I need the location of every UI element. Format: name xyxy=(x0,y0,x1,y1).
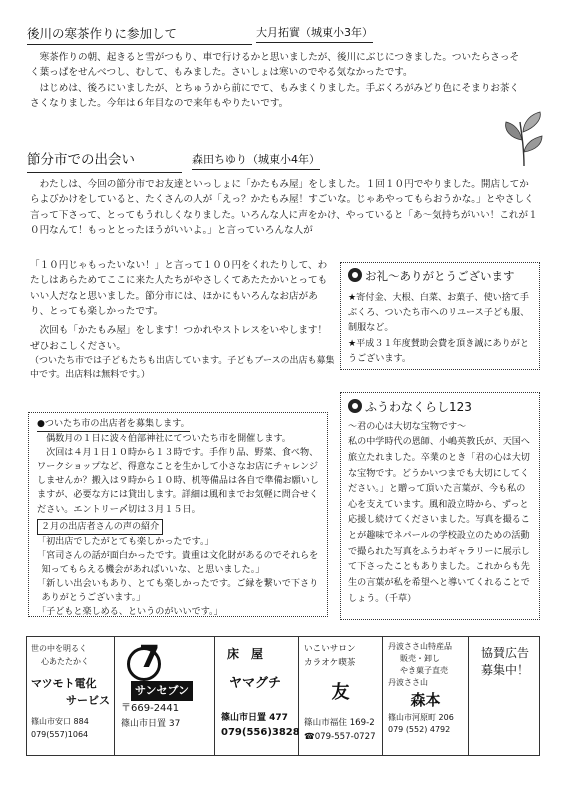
voice-item: 「子どもと楽しめる、というのがいいです。」 xyxy=(37,607,223,618)
notice-body: 次回は４月１日１０時から１３時です。手作り品、野菜、食べ物、ワークショップなど、得意なことを生かして小さなお店にチャレンジしませんか？搬入は９時から１０時、机等備品は各自で準備お願いしますが、必要な方には貸出します。詳細は風和までお気軽に問合せください。エントリー〆切は３月１５日。 xyxy=(37,448,319,515)
fuwa-body: 私の中学時代の恩師、小嶋英教氏が、天国へ旅立たれました。卒業のとき「君の心は大切な宝物です。どうかいつまでも大切にしてください。」と贈って頂いた言葉が、今も私の心を支えています。風和設立時から、ずっと応援し続けてくださいました。写真を撮ることが趣味でネパールの学校設立のための活動で撮られた写真をふうわギャラリーに展示して下さったこともありました。これからも先生の言葉が私を希望へと導いてくれることでしょう。（千草） xyxy=(348,437,530,604)
ad-address: 篠山市日置 37 xyxy=(121,719,181,729)
ad-phone: ☎079-557-0727 xyxy=(304,732,376,743)
article2-author: 森田ちゆり（城東小4年） xyxy=(192,151,320,170)
ad-address: 篠山市河原町 206 xyxy=(388,712,454,722)
ad-name: 友 xyxy=(331,681,350,703)
article2-body-cont xyxy=(30,258,335,383)
notice-box xyxy=(28,412,328,617)
article1-paragraph: はじめは、後ろにいましたが、とちゅうから前にでて、もみまくりました。手ぶくろがみどり色にそまりお茶くさくなりました。今年は６年目なので来年もやりたいです。 xyxy=(30,82,520,110)
fuwa-title-row xyxy=(348,397,532,418)
article2-paragraph: 次回も「かたもみ屋」をします！つかれやストレスをいやします！ぜひおこしください。 xyxy=(30,325,328,352)
ad-name: マツモト電化 xyxy=(31,676,97,690)
thanks-title-row xyxy=(348,267,532,287)
ad-name: 森本 xyxy=(410,691,441,709)
fuwa-subtitle: ～君の心は大切な宝物です～ xyxy=(348,421,467,432)
article2-note: （ついたち市では子どもたちも出店しています。子どもブースの出店も募集中です。出店料は無料です。） xyxy=(30,356,335,381)
ad-phone: 079(556)3828 xyxy=(221,727,300,739)
article2-paragraph: わたしは、今回の節分市でお友達といっしょに「かたもみ屋」をしました。１回１０円でやりました。開店してからよびかけをしていると、たくさんの人が「えっ？かたもみ屋！すごいな。じゃあやってもらおうかな。」とやさしく言って下さって、とってもうれしくなりました。いろんな人に声をかけ、やっていると「あ～気持ちがいい！これが１０円なんて！もっととったほうがいいよ。」と言っていろんな人が xyxy=(30,179,538,237)
ad-address: 篠山市安口 884 xyxy=(31,716,89,726)
ad-text: 丹波ささ山特産品 xyxy=(388,642,452,651)
voice-item: 「初出店でしたがとても楽しかったです。」 xyxy=(37,536,214,547)
notice-heading: ●ついたち市の出店者を募集します。 xyxy=(37,417,190,432)
article1-body xyxy=(30,50,520,111)
ad-zip: 〒669-2441 xyxy=(121,703,180,714)
article1-author: 大月拓實（城東小3年） xyxy=(256,24,373,43)
ad-address: 篠山市日置 477 xyxy=(221,712,288,723)
voices-heading: ２月の出店者さんの声の紹介 xyxy=(37,519,163,535)
ad-sunseven xyxy=(115,637,215,755)
article2-body xyxy=(30,177,538,238)
ad-text: やき菓子直売 xyxy=(400,666,448,675)
flower-icon xyxy=(348,399,362,413)
ad-text: 世の中を明るく xyxy=(31,644,87,653)
ad-text: 丹波ささ山 xyxy=(388,678,428,687)
sponsor-text: 協賛広告 xyxy=(480,646,529,660)
ad-name: サービス xyxy=(66,694,110,708)
article2-paragraph: 「１０円じゃもったいない！」と言って１００円をくれたりして、わたしはあらためてここに来た人たちがやさしくてあたたかいとっても xyxy=(30,260,328,287)
fuwa-box xyxy=(340,392,540,620)
thanks-item: ★寄付金、大根、白菜、お菓子、使い捨て手ぶくろ、ついたち市へのリユース子ども服、制服など。 xyxy=(348,292,530,334)
ads-strip xyxy=(26,636,540,756)
flower-icon xyxy=(348,268,362,282)
voice-item: 「新しい出会いもあり、とても楽しかったです。ご縁を繋いで下さりありがとうございます。」 xyxy=(37,579,319,604)
thanks-title: お礼～ありがとうございます xyxy=(365,269,515,283)
ad-text: 販売・卸し xyxy=(400,654,440,663)
ad-phone: 079(557)1064 xyxy=(31,729,89,739)
thanks-box xyxy=(340,262,540,370)
thanks-item: ★平成３１年度賛助会費を頂き誠にありがとうございます。 xyxy=(348,338,529,365)
notice-body: 偶数月の１日に波々伯部神社にてついたち市を開催します。 xyxy=(46,434,291,445)
voice-item: 「宮司さんの話が面白かったです。貴重は文化財があるのでそれらを知ってもらえる機会があればいいな、と思いました。」 xyxy=(37,550,319,575)
ad-tomo xyxy=(299,637,383,755)
ad-matsumoto xyxy=(27,637,115,755)
ad-text: いこいサロン xyxy=(304,644,356,654)
ad-phone: 079 (552) 4792 xyxy=(388,724,451,734)
ad-text: カラオケ喫茶 xyxy=(304,657,356,668)
logo-text: サンセブン xyxy=(131,681,193,701)
ad-text: 心あたたかく xyxy=(41,656,89,666)
sponsor-text: 募集中！ xyxy=(480,662,529,677)
sunseven-logo xyxy=(121,640,208,701)
ad-address: 篠山市福住 169-2 xyxy=(304,718,375,729)
article1-paragraph: 寒茶作りの朝、起きると雪がつもり、車で行けるかと思いましたが、後川にぶじにつきました。ついたらさっそく葉っぱをせんべつし、むして、もみました。さいしょは寒いのでやる気なかったです。 xyxy=(30,52,520,79)
logo-seven: 7 xyxy=(139,640,160,675)
ad-sponsor xyxy=(469,637,541,755)
ad-text: 床 屋 xyxy=(227,647,264,661)
ad-morimoto xyxy=(383,637,469,755)
ad-yamaguchi xyxy=(215,637,299,755)
fuwa-title: ふうわなくらし123 xyxy=(365,400,472,414)
tea-leaf-illustration xyxy=(500,110,548,168)
article2-paragraph: いい人だなと思いました。節分市には、ほかにもいろんなお店があり、とっても楽しかったです。 xyxy=(30,290,318,318)
article1-title: 後川の寒茶作りに参加して xyxy=(27,24,252,45)
ad-name: ヤマグチ xyxy=(229,676,282,692)
article2-title: 節分市での出会い xyxy=(27,150,182,173)
